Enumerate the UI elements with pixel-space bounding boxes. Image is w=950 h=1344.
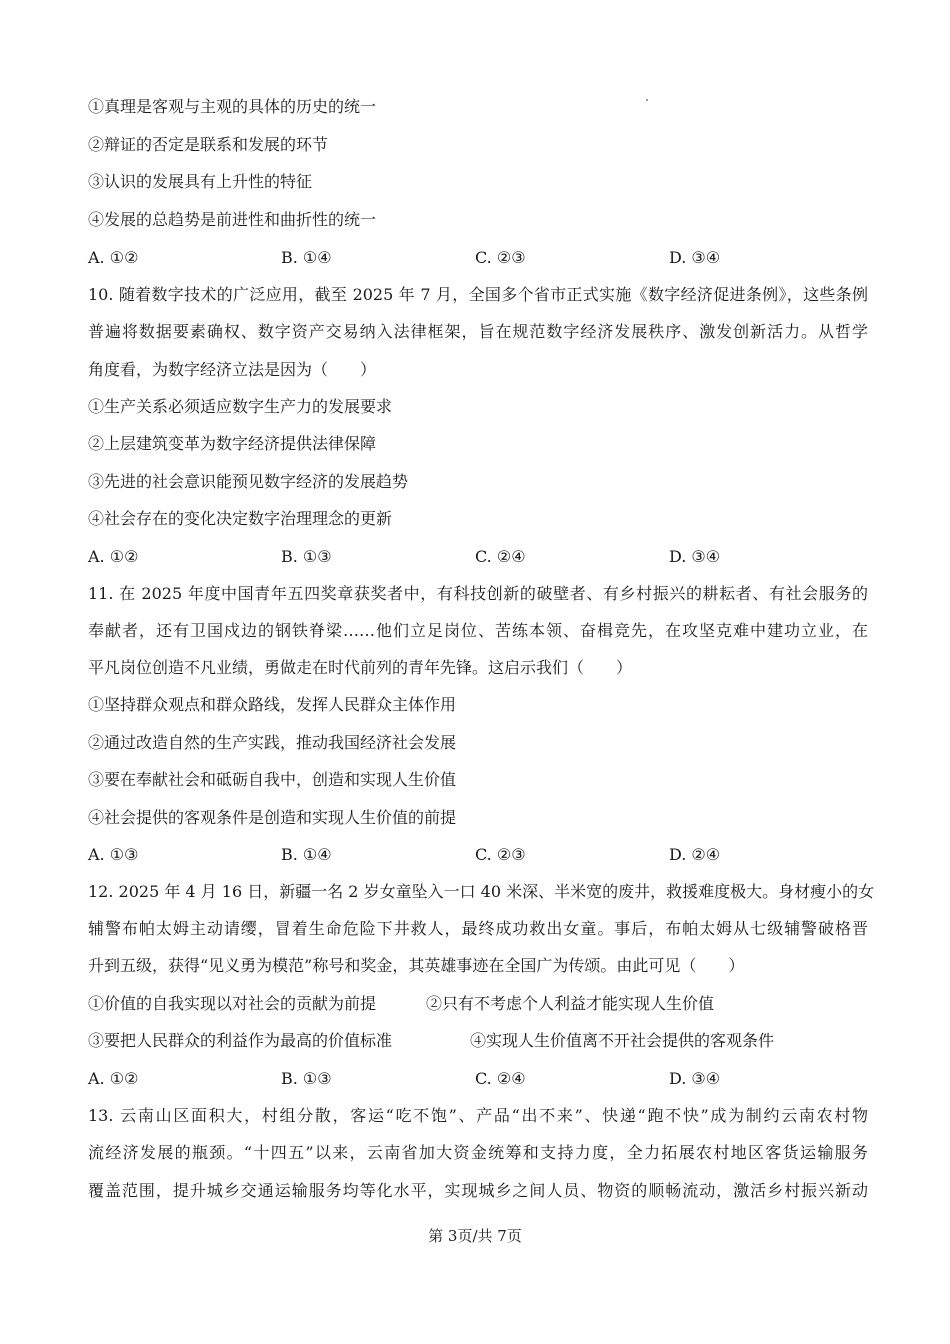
q12-item-4: ④实现人生价值离不开社会提供的客观条件 — [470, 1031, 775, 1050]
q9-item-4: ④发展的总趋势是前进性和曲折性的统一 — [88, 210, 377, 229]
q11-item-1: ①坚持群众观点和群众路线，发挥人民群众主体作用 — [88, 695, 457, 714]
q11-options — [88, 844, 868, 866]
q12-items-row-2 — [88, 1030, 868, 1052]
q12-option-c[interactable]: C. ②④ — [475, 1069, 526, 1088]
q13-stem-line-1: 13. 云南山区面积大，村组分散，客运“吃不饱”、产品“出不来”、快递“跑不快”成为制约云南农村物 — [88, 1106, 868, 1125]
q13-stem-line-2: 流经济发展的瓶颈。“十四五”以来，云南省加大资金统筹和支持力度，全力拓展农村地区客货运输服务 — [88, 1143, 868, 1162]
q11-option-d[interactable]: D. ②④ — [669, 845, 721, 864]
q12-stem-line-2: 辅警布帕太姆主动请缨，冒着生命危险下井救人，最终成功救出女童。事后，布帕太姆从七级辅警破格晋 — [88, 919, 868, 938]
q12-option-a[interactable]: A. ①② — [88, 1069, 139, 1088]
q11-item-3: ③要在奉献社会和砥砺自我中，创造和实现人生价值 — [88, 770, 457, 789]
q9-option-c[interactable]: C. ②③ — [475, 248, 526, 267]
q9-item-2: ②辩证的否定是联系和发展的环节 — [88, 135, 329, 154]
q9-item-3: ③认识的发展具有上升性的特征 — [88, 172, 313, 191]
q12-item-1: ①价值的自我实现以对社会的贡献为前提 — [88, 994, 377, 1013]
q10-options — [88, 546, 868, 568]
q11-stem-line-3: 平凡岗位创造不凡业绩，勇做走在时代前列的青年先锋。这启示我们（ ） — [88, 658, 633, 677]
q12-options — [88, 1068, 868, 1090]
q10-stem-line-3: 角度看，为数字经济立法是因为（ ） — [88, 360, 377, 379]
q12-item-3: ③要把人民群众的利益作为最高的价值标准 — [88, 1031, 393, 1050]
q11-option-a[interactable]: A. ①③ — [88, 845, 139, 864]
q10-option-a[interactable]: A. ①② — [88, 547, 139, 566]
q9-options — [88, 247, 868, 269]
q9-item-1: ①真理是客观与主观的具体的历史的统一 — [88, 97, 377, 116]
q10-stem-line-2: 普遍将数据要素确权、数字资产交易纳入法律框架，旨在规范数字经济发展秩序、激发创新活力。从哲学 — [88, 322, 868, 341]
q11-item-4: ④社会提供的客观条件是创造和实现人生价值的前提 — [88, 808, 457, 827]
q11-stem-line-2: 奉献者，还有卫国戍边的钢铁脊梁……他们立足岗位、苦练本领、奋楫竞先，在攻坚克难中建功立业，在 — [88, 621, 868, 640]
q12-option-b[interactable]: B. ①③ — [281, 1069, 332, 1088]
q9-option-b[interactable]: B. ①④ — [281, 248, 332, 267]
q10-item-2: ②上层建筑变革为数字经济提供法律保障 — [88, 434, 377, 453]
q12-option-d[interactable]: D. ③④ — [669, 1069, 721, 1088]
q12-stem-line-1: 12. 2025 年 4 月 16 日，新疆一名 2 岁女童坠入一口 40 米深、半米宽的废井，救援难度极大。身材瘦小的女 — [88, 882, 875, 901]
q12-item-2: ②只有不考虑个人利益才能实现人生价值 — [426, 994, 715, 1013]
q10-option-c[interactable]: C. ②④ — [475, 547, 526, 566]
q12-stem-line-3: 升到五级，获得“见义勇为模范”称号和奖金，其英雄事迹在全国广为传颂。由此可见（ ） — [88, 956, 745, 975]
q11-item-2: ②通过改造自然的生产实践，推动我国经济社会发展 — [88, 733, 457, 752]
q11-option-b[interactable]: B. ①④ — [281, 845, 332, 864]
page-footer: 第 3页/共 7页 — [428, 1227, 522, 1245]
q10-item-3: ③先进的社会意识能预见数字经济的发展趋势 — [88, 472, 409, 491]
q10-stem-line-1: 10. 随着数字技术的广泛应用，截至 2025 年 7 月，全国多个省市正式实施《数字经济促进条例》，这些条例 — [88, 285, 868, 304]
q10-option-b[interactable]: B. ①③ — [281, 547, 332, 566]
q9-option-a[interactable]: A. ①② — [88, 248, 139, 267]
q11-option-c[interactable]: C. ②③ — [475, 845, 526, 864]
q12-items-row-1 — [88, 993, 868, 1015]
q13-stem-line-3: 覆盖范围，提升城乡交通运输服务均等化水平，实现城乡之间人员、物资的顺畅流动，激活乡村振兴新动 — [88, 1181, 868, 1200]
q10-option-d[interactable]: D. ③④ — [669, 547, 721, 566]
q10-item-4: ④社会存在的变化决定数字治理理念的更新 — [88, 509, 393, 528]
q11-stem-line-1: 11. 在 2025 年度中国青年五四奖章获奖者中，有科技创新的破壁者、有乡村振兴的耕耘者、有社会服务的 — [88, 584, 868, 603]
q9-option-d[interactable]: D. ③④ — [669, 248, 721, 267]
q10-item-1: ①生产关系必须适应数字生产力的发展要求 — [88, 397, 393, 416]
